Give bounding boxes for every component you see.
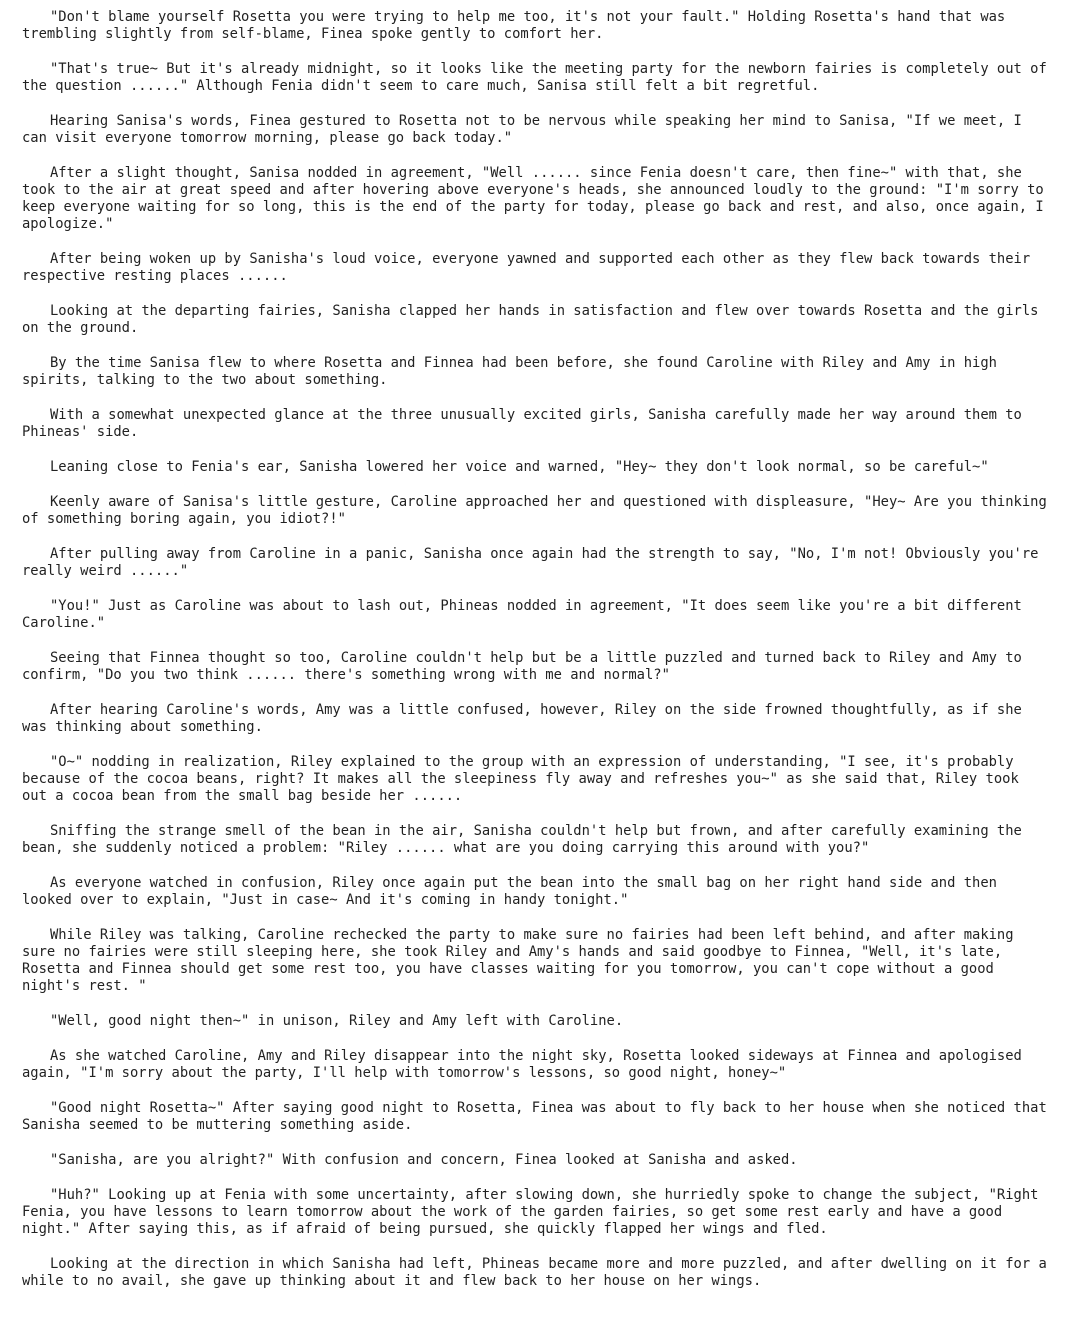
paragraph-line: apologize." xyxy=(22,216,114,232)
paragraph xyxy=(22,754,1076,805)
paragraph-line: night's rest. " xyxy=(22,978,147,994)
paragraph-line: respective resting places ...... xyxy=(22,268,288,284)
paragraph-line: Caroline." xyxy=(22,615,106,631)
paragraph xyxy=(22,494,1076,528)
paragraph-line: "You!" Just as Caroline was about to lash out, Phineas nodded in agreement, "It does seem like you're a bit different xyxy=(50,598,1022,614)
paragraph-line: on the ground. xyxy=(22,320,139,336)
paragraph-line: keep everyone waiting for so long, this is the end of the party for today, please go back and rest, and also, once again, I xyxy=(22,199,1044,215)
paragraph xyxy=(22,9,1076,43)
paragraph xyxy=(22,927,1076,995)
paragraph-line: "Don't blame yourself Rosetta you were trying to help me too, it's not your fault." Holding Rosetta's hand that was xyxy=(50,9,1006,25)
paragraph-line: "Good night Rosetta~" After saying good night to Rosetta, Finea was about to fly back to her house when she noticed that xyxy=(50,1100,1047,1116)
paragraph-line: trembling slightly from self-blame, Finea spoke gently to comfort her. xyxy=(22,26,604,42)
paragraph-line: bean, she suddenly noticed a problem: "Riley ...... what are you doing carrying this around with you?" xyxy=(22,840,870,856)
paragraph-line: "That's true~ But it's already midnight, so it looks like the meeting party for the newborn fairies is completely out of xyxy=(50,61,1047,77)
paragraph xyxy=(22,407,1076,441)
paragraph-line: out a cocoa bean from the small bag beside her ...... xyxy=(22,788,463,804)
paragraph-line: took to the air at great speed and after hovering above everyone's heads, she announced loudly to the ground: "I'm sorry to xyxy=(22,182,1044,198)
paragraph xyxy=(22,1256,1076,1290)
paragraph-line: while to no avail, she gave up thinking about it and flew back to her house on her wings. xyxy=(22,1273,762,1289)
paragraph-line: Looking at the direction in which Sanisha had left, Phineas became more and more puzzled, and after dwelling on it for a xyxy=(50,1256,1047,1272)
paragraph-line: because of the cocoa beans, right? It makes all the sleepiness fly away and refreshes you~" as she said that, Riley took xyxy=(22,771,1019,787)
paragraph xyxy=(22,875,1076,909)
paragraph xyxy=(22,1013,1076,1030)
paragraph-line: Rosetta and Finnea should get some rest too, you have classes waiting for you tomorrow, you can't cope without a good xyxy=(22,961,994,977)
paragraph xyxy=(22,546,1076,580)
paragraph xyxy=(22,61,1076,95)
paragraph-line: Seeing that Finnea thought so too, Caroline couldn't help but be a little puzzled and turned back to Riley and Amy to xyxy=(50,650,1022,666)
paragraph xyxy=(22,113,1076,147)
paragraph-line: really weird ......" xyxy=(22,563,189,579)
paragraph xyxy=(22,1048,1076,1082)
paragraph xyxy=(22,702,1076,736)
paragraph-line: sure no fairies were still sleeping here, she took Riley and Amy's hands and said goodbye to Finnea, "Well, it's late, xyxy=(22,944,1003,960)
paragraph xyxy=(22,598,1076,632)
paragraph-line: With a somewhat unexpected glance at the three unusually excited girls, Sanisha carefully made her way around them to xyxy=(50,407,1022,423)
paragraph-line: "Well, good night then~" in unison, Riley and Amy left with Caroline. xyxy=(50,1013,624,1029)
paragraph-line: Phineas' side. xyxy=(22,424,139,440)
paragraph-line: As she watched Caroline, Amy and Riley disappear into the night sky, Rosetta looked sideways at Finnea and apologised xyxy=(50,1048,1022,1064)
paragraph-line: Looking at the departing fairies, Sanisha clapped her hands in satisfaction and flew over towards Rosetta and the girls xyxy=(50,303,1039,319)
paragraph-line: After hearing Caroline's words, Amy was a little confused, however, Riley on the side frowned thoughtfully, as if she xyxy=(50,702,1022,718)
paragraph-line: While Riley was talking, Caroline rechecked the party to make sure no fairies had been left behind, and after making xyxy=(50,927,1014,943)
paragraph-line: of something boring again, you idiot?!" xyxy=(22,511,346,527)
paragraph xyxy=(22,303,1076,337)
paragraph-line: night." After saying this, as if afraid of being pursued, she quickly flapped her wings and fled. xyxy=(22,1221,828,1237)
paragraph xyxy=(22,1100,1076,1134)
paragraph xyxy=(22,650,1076,684)
paragraph-line: Sniffing the strange smell of the bean in the air, Sanisha couldn't help but frown, and after carefully examining the xyxy=(50,823,1022,839)
paragraph-line: Sanisha seemed to be muttering something aside. xyxy=(22,1117,413,1133)
paragraph-line: confirm, "Do you two think ...... there's something wrong with me and normal?" xyxy=(22,667,670,683)
paragraph-line: "Sanisha, are you alright?" With confusion and concern, Finea looked at Sanisha and asked. xyxy=(50,1152,798,1168)
paragraph-line: spirits, talking to the two about something. xyxy=(22,372,388,388)
paragraph-line: looked over to explain, "Just in case~ And it's coming in handy tonight." xyxy=(22,892,629,908)
paragraph-line: After pulling away from Caroline in a panic, Sanisha once again had the strength to say, "No, I'm not! Obviously you're xyxy=(50,546,1039,562)
paragraph-line: Fenia, you have lessons to learn tomorrow about the work of the garden fairies, so get some rest early and have a good xyxy=(22,1204,1003,1220)
paragraph xyxy=(22,1187,1076,1238)
paragraph xyxy=(22,251,1076,285)
paragraph-line: the question ......" Although Fenia didn't seem to care much, Sanisa still felt a bit regretful. xyxy=(22,78,820,94)
paragraph xyxy=(22,1152,1076,1169)
paragraph xyxy=(22,355,1076,389)
paragraph-line: "Huh?" Looking up at Fenia with some uncertainty, after slowing down, she hurriedly spoke to change the subject, "Right xyxy=(50,1187,1039,1203)
paragraph-line: again, "I'm sorry about the party, I'll help with tomorrow's lessons, so good night, honey~" xyxy=(22,1065,787,1081)
paragraph xyxy=(22,823,1076,857)
paragraph-line: By the time Sanisa flew to where Rosetta and Finnea had been before, she found Caroline with Riley and Amy in high xyxy=(50,355,997,371)
paragraph-line: "O~" nodding in realization, Riley explained to the group with an expression of understanding, "I see, it's probably xyxy=(50,754,1014,770)
paragraph-line: Leaning close to Fenia's ear, Sanisha lowered her voice and warned, "Hey~ they don't look normal, so be careful~" xyxy=(50,459,989,475)
paragraph xyxy=(22,459,1076,476)
paragraph-line: After a slight thought, Sanisa nodded in agreement, "Well ...... since Fenia doesn't care, then fine~" with that, she xyxy=(50,165,1022,181)
paragraph-line: was thinking about something. xyxy=(22,719,263,735)
paragraph-line: Keenly aware of Sanisa's little gesture, Caroline approached her and questioned with displeasure, "Hey~ Are you thinking xyxy=(50,494,1047,510)
paragraph xyxy=(22,165,1076,233)
paragraph-line: can visit everyone tomorrow morning, please go back today." xyxy=(22,130,513,146)
paragraph-line: Hearing Sanisa's words, Finea gestured to Rosetta not to be nervous while speaking her mind to Sanisa, "If we meet, I xyxy=(50,113,1022,129)
paragraph-line: After being woken up by Sanisha's loud voice, everyone yawned and supported each other as they flew back towards their xyxy=(50,251,1031,267)
paragraph-line: As everyone watched in confusion, Riley once again put the bean into the small bag on her right hand side and then xyxy=(50,875,997,891)
